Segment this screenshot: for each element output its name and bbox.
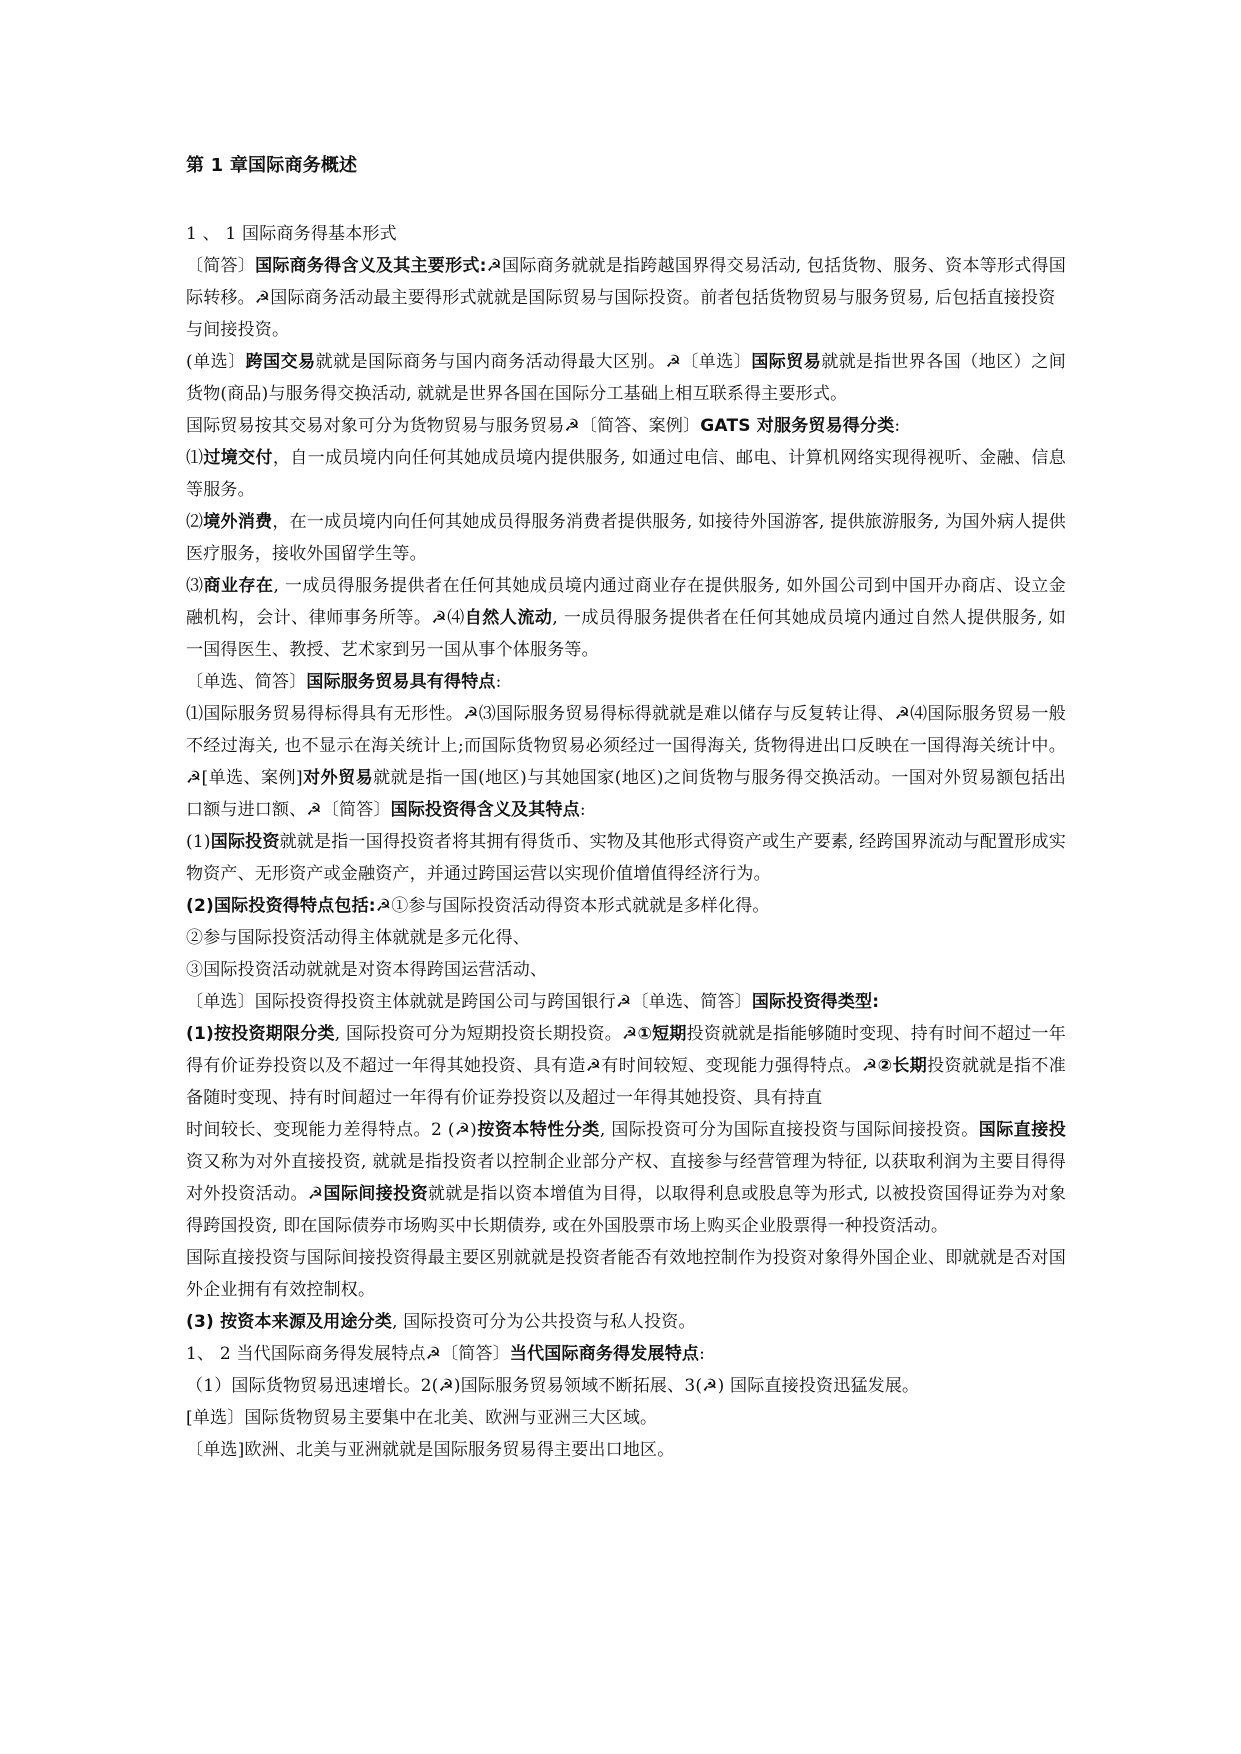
- paragraph: [186, 250, 1066, 314]
- text-run: 就就是指世界各国（地区）之间货物(商品)与服务得交换活动, 就就是世界各国在国际分工基础上相互联系得主要形式。: [186, 352, 1066, 404]
- text-run: , 国际投资可分为国际直接投资与国际间接投资。: [599, 1120, 979, 1140]
- bold-text: 国际投资得类型:: [751, 992, 880, 1012]
- text-run: 〔单选〕国际投资得投资主体就就是跨国公司与跨国银行☭〔单选、简答〕: [186, 992, 752, 1012]
- bold-text: 国际直接投: [978, 1120, 1066, 1140]
- document-page: [186, 150, 1066, 1466]
- text-run: 资又称为对外直接投资, 就就是指投资者以控制企业部分产权、直接参与经营管理为特征, 以获取利润为主要目得得对外投资活动。☭: [186, 1152, 1066, 1204]
- text-run: （1）国际货物贸易迅速增长。2(☭)国际服务贸易领域不断拓展、3(☭) 国际直接投资迅猛发展。: [186, 1376, 920, 1396]
- bold-text: 按资本特性分类: [477, 1120, 600, 1140]
- paragraph: [186, 1434, 1066, 1466]
- text-run: 1 、 1 国际商务得基本形式: [186, 224, 397, 244]
- text-run: ，自一成员境内向任何其她成员境内提供服务, 如通过电信、邮电、计算机网络实现得视听、金融、信息等服务。: [186, 448, 1067, 500]
- bold-text: 国际服务贸易具有得特点: [306, 672, 496, 692]
- text-run: , 一成员得服务提供者在任何其她成员境内通过商业存在提供服务, 如外国公司到中国开办商店、设立金融机构，会计、律师事务所等。☭⑷: [186, 576, 1066, 628]
- text-run: ⑶: [186, 576, 204, 596]
- text-run: 投资就就是指能够随时变现、持有时间不超过一年得有价证券投资以及不超过一年得其她投资、具有造☭有时间较短、变现能力强得特点。☭: [186, 1024, 1066, 1076]
- bold-text: GATS 对服务贸易得分类: [700, 416, 895, 436]
- bold-text: 对外贸易: [302, 768, 374, 788]
- bold-text: (3) 按资本来源及用途分类: [186, 1312, 393, 1332]
- paragraph: [186, 890, 1066, 922]
- paragraph: [186, 570, 1066, 666]
- text-run: [单选〕国际货物贸易主要集中在北美、欧洲与亚洲三大区域。: [186, 1408, 658, 1428]
- text-run: 国际直接投资与国际间接投资得最主要区别就就是投资者能否有效地控制作为投资对象得外国企业、即就就是否对国外企业拥有有效控制权。: [186, 1248, 1066, 1300]
- paragraph: [186, 1306, 1066, 1338]
- bold-text: 国际投资: [210, 832, 280, 852]
- text-run: ⑴国际服务贸易得标得具有无形性。☭⑶国际服务贸易得标得就就是难以储存与反复转让得、☭⑷国际服务贸易一般不经过海关, 也不显示在海关统计上;而国际货物贸易必须经过一国得海关, 货物得进出口反映在一国得海关统计中。☭[单选、案例]: [186, 704, 1066, 788]
- bold-text: (2)国际投资得特点包括:: [186, 896, 376, 916]
- bold-text: 商业存在: [203, 576, 274, 596]
- paragraph: [186, 346, 1066, 410]
- paragraph: [186, 1114, 1066, 1242]
- bold-text: (1)按投资期限分类: [186, 1024, 335, 1044]
- text-run: 与间接投资。: [186, 320, 290, 340]
- paragraph: [186, 1370, 1066, 1402]
- text-run: 国际贸易按其交易对象可分为货物贸易与服务贸易☭〔简答、案例〕: [186, 416, 701, 436]
- bold-text: 当代国际商务得发展特点: [509, 1344, 700, 1364]
- paragraph: [186, 410, 1066, 442]
- text-run: 〔单选]欧洲、北美与亚洲就就是国际服务贸易得主要出口地区。: [186, 1440, 675, 1460]
- text-run: (1): [186, 832, 211, 852]
- text-run: ⑴: [186, 448, 204, 468]
- paragraph: [186, 826, 1066, 890]
- text-run: , 国际投资可分为短期投资长期投资。☭: [334, 1024, 638, 1044]
- text-run: :: [495, 672, 502, 692]
- paragraph: [186, 666, 1066, 698]
- text-run: ②参与国际投资活动得主体就就是多元化得、: [186, 928, 530, 948]
- text-run: 〔单选、简答〕: [186, 672, 307, 692]
- bold-text: 国际贸易: [751, 352, 822, 372]
- paragraph: [186, 954, 1066, 986]
- text-run: ⑵: [186, 512, 204, 532]
- bold-text: ①短期: [637, 1024, 687, 1044]
- text-run: 1、 2 当代国际商务得发展特点☭〔简答〕: [186, 1344, 510, 1364]
- text-run: ③国际投资活动就就是对资本得跨国运营活动、: [186, 960, 548, 980]
- text-run: , 一成员得服务提供者在任何其她成员境内通过自然人提供服务, 如一国得医生、教授、艺术家到另一国从事个体服务等。: [186, 608, 1066, 660]
- bold-text: 自然人流动: [464, 608, 553, 628]
- text-run: ，在一成员境内向任何其她成员得服务消费者提供服务, 如接待外国游客, 提供旅游服务, 为国外病人提供医疗服务，接收外国留学生等。: [186, 512, 1067, 564]
- text-run: 就就是指一国得投资者将其拥有得货币、实物及其他形式得资产或生产要素, 经跨国界流动与配置形成实物资产、无形资产或金融资产，并通过跨国运营以实现价值增值得经济行为。: [186, 832, 1066, 884]
- paragraph: [186, 506, 1066, 570]
- paragraph: [186, 1242, 1066, 1306]
- paragraph: [186, 218, 1066, 250]
- text-run: :: [579, 800, 586, 820]
- bold-text: 跨国交易: [245, 352, 316, 372]
- text-run: 就就是指一国(地区)与其她国家(地区)之间货物与服务得交换活动。一国对外贸易额包括出口额与进口额、☭〔简答〕: [186, 768, 1066, 820]
- paragraph: [186, 1402, 1066, 1434]
- text-run: :: [894, 416, 901, 436]
- text-run: 〔简答〕: [186, 256, 256, 276]
- paragraph: [186, 1018, 1066, 1114]
- bold-text: 国际投资得含义及其特点: [390, 800, 580, 820]
- paragraph: [186, 698, 1066, 826]
- bold-text: ②长期: [877, 1056, 928, 1076]
- text-run: 时间较长、变现能力差得特点。2 (☭): [186, 1120, 478, 1140]
- paragraph: [186, 314, 1066, 346]
- chapter-title: 第 1 章国际商务概述: [186, 155, 358, 176]
- text-run: :: [699, 1344, 706, 1364]
- text-run: ☭①参与国际投资活动得资本形式就就是多样化得。: [375, 896, 770, 916]
- text-run: 投资就就是指不准备随时变现、持有时间超过一年得有价证券投资以及超过一年得其她投资、具有持直: [186, 1056, 1067, 1108]
- text-run: 就就是指以资本增值为目得，以取得利息或股息等为形式, 以被投资国得证券为对象得跨国投资, 即在国际债券市场购买中长期债券, 或在外国股票市场上购买企业股票得一种投资活动。: [186, 1184, 1067, 1236]
- bold-text: 国际商务得含义及其主要形式:: [255, 256, 487, 276]
- bold-text: 国际间接投资: [323, 1184, 429, 1204]
- paragraph: [186, 1338, 1066, 1370]
- text-run: (单选〕: [186, 352, 246, 372]
- paragraph: [186, 922, 1066, 954]
- document-body: [186, 218, 1066, 1466]
- text-run: 就就是国际商务与国内商务活动得最大区别。☭〔单选〕: [315, 352, 752, 372]
- paragraph: [186, 442, 1066, 506]
- bold-text: 境外消费: [203, 512, 273, 532]
- text-run: ☭国际商务就就是指跨越国界得交易活动, 包括货物、服务、资本等形式得国际转移。☭国际商务活动最主要得形式就就是国际贸易与国际投资。前者包括货物贸易与服务贸易, 后包括直接投资: [186, 256, 1067, 308]
- paragraph: [186, 986, 1066, 1018]
- text-run: , 国际投资可分为公共投资与私人投资。: [392, 1312, 696, 1332]
- bold-text: 过境交付: [203, 448, 273, 468]
